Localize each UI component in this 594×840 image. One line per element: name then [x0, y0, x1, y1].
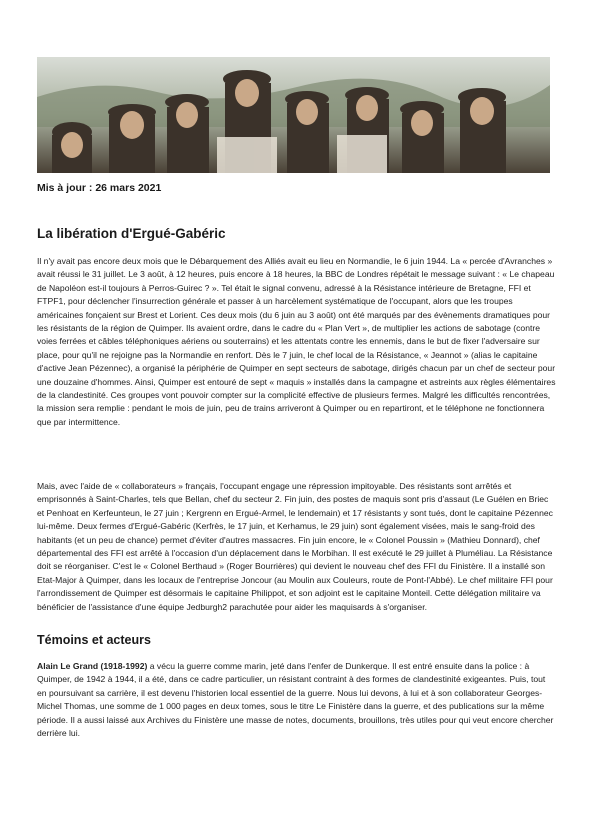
witness-name: Alain Le Grand (1918-1992): [37, 661, 148, 671]
witness-paragraph: [37, 660, 556, 740]
article-title: La libération d'Ergué-Gabéric: [37, 226, 226, 241]
witness-text: a vécu la guerre comme marin, jeté dans l'enfer de Dunkerque. Il est entré ensuite dans la police : à Quimper, de 1942 à 1944, il a été, dans ce cadre particulier, un résistant contraint à des formes de clandestinité exigeantes. Puis, tout en poursuivant sa carrière, il est devenu l'historien local essentiel de la guerre. Nous lui devons, à lui et à son collaborateur Georges-Michel Thomas, une somme de 1 000 pages en deux tomes, sous le titre Le Finistère dans la guerre, et des publications sur la même période. Il a aussi laissé aux Archives du Finistère une masse de notes, documents, brouillons, très utiles pour qui veut encore chercher derrière lui.: [37, 661, 554, 739]
group-photo-illustration: [37, 57, 550, 173]
update-date: Mis à jour : 26 mars 2021: [37, 182, 162, 194]
header-photo: [37, 57, 550, 173]
section-title: Témoins et acteurs: [37, 633, 151, 647]
article-paragraph: Il n'y avait pas encore deux mois que le Débarquement des Alliés avait eu lieu en Normandie, le 6 juin 1944. La « percée d'Avranches » avait réussi le 31 juillet. Le 3 août, à 12 heures, puis encore à 18 heures, la BBC de Londres répétait le message suivant : « Le chapeau de Napoléon est-il toujours à Perros-Guirec ? ». Tel était le signal convenu, adressé à la Résistance intérieure de Bretagne, FFI et FTPF1, pour déclencher l'insurrection générale et passer à un harcèlement systématique de l'occupant, alors que les troupes américaines fonçaient sur Brest et Lorient. Ces deux mois (du 6 juin au 3 août) ont été marqués par des évènements dramatiques pour les résistants de la région de Quimper. Ils avaient ordre, dans le cadre du « Plan Vert », de multiplier les actions de sabotage (contre voies ferrées et câbles téléphoniques aériens ou souterrains) et les attentats contre les ennemis, dans le but de fixer l'adversaire sur place, pour qu'il ne rejoigne pas la Normandie en renfort. Dès le 7 juin, le chef local de la Résistance, « Jeannot » (alias le capitaine d'active Jean Pézennec), a organisé la périphérie de Quimper en sept secteurs de sabotage, dirigés chacun par un chef de secteur pour une douzaine d'hommes. Ainsi, Quimper est entouré de sept « maquis » installés dans la campagne et astreints aux règles élémentaires de la clandestinité. Ces groupes vont pouvoir compter sur la complicité effective de plusieurs fermes. Malgré les difficultés rencontrées, la mission sera remplie : pendant le mois de juin, peu de trains arriveront à Quimper ou en repartiront, et le téléphone ne fonctionnera que par intermittence.: [37, 256, 556, 427]
article-paragraph: Mais, avec l'aide de « collaborateurs » français, l'occupant engage une répression impitoyable. Des résistants sont arrêtés et emprisonnés à Saint-Charles, tels que Bellan, chef du secteur 2. Fin juin, des postes de maquis sont pris d'assaut (Le Guélen en Briec et Penhoat en Kerfeunteun, le 27 juin ; Kergrenn en Ergué-Armel, le lendemain) et 17 résistants y sont tués, dont le capitaine Pézennec lui-même. Deux fermes d'Ergué-Gabéric (Kerfrès, le 17 juin, et Kerhamus, le 29 juin) sont également visées, mais le sang-froid des habitants (et un peu de chance) permet d'éviter d'autres massacres. Fin juin encore, le « Colonel Poussin » (Mathieu Donnard), chef départemental des FFI est arrêté à l'occasion d'un déplacement dans le Morbihan. Il est exécuté le 29 juillet à Pluméliau. La Résistance doit se réorganiser. C'est le « Colonel Berthaud » (Roger Bourrières) qui devient le nouveau chef des FFI du Finistère. Il a installé son Etat-Major à Quimper, dans les locaux de l'entreprise Joncour (au Moulin aux Couleurs, route de Pont-l'Abbé). Le chef militaire FFI pour l'arrondissement de Quimper est désormais le capitaine Philippot, et son adjoint est le capitaine Monteil. Cette délégation militaire va bénéficier de l'assistance d'une équipe Jedburgh2 parachutée pour aider les maquisards à s'organiser.: [37, 481, 553, 612]
